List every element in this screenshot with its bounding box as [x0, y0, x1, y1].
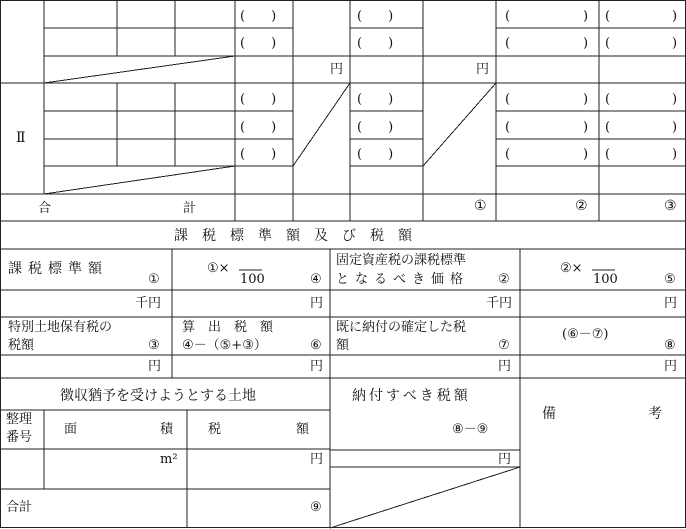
paren-field[interactable]: ( ) — [357, 36, 394, 51]
r2c3-label-1: 既に納付の確定した税 — [336, 320, 467, 335]
section-heading: 課 税 標 準 額 及 び 税 額 — [174, 228, 412, 244]
area-label-b: 積 — [160, 422, 174, 437]
r2c1-label-2: 税額 — [8, 338, 35, 353]
paren-left: ( — [505, 120, 511, 135]
paren-right: ) — [583, 147, 589, 162]
payable-formula: ⑧－⑨ — [452, 422, 489, 437]
area-unit: m² — [160, 452, 178, 467]
r2c4-mark: ⑧ — [664, 338, 676, 353]
c3-mark: ② — [498, 272, 510, 287]
paren-left: ( — [605, 36, 611, 51]
paren-field[interactable]: ( ) — [357, 120, 394, 135]
paren-field[interactable]: ( ) — [357, 9, 394, 24]
payable-unit: 円 — [498, 452, 512, 467]
seiri-label: 整理 — [6, 412, 33, 427]
remarks-label-b: 考 — [648, 406, 662, 422]
paren-right: ) — [583, 120, 589, 135]
total-label-b: 計 — [183, 201, 197, 216]
paren-field[interactable]: ( ) — [240, 92, 277, 107]
r2c3-mark: ⑦ — [498, 338, 510, 353]
unit-yen: 円 — [310, 296, 324, 311]
r2c1-mark: ③ — [148, 338, 160, 353]
r2c4-formula: (⑥－⑦) — [562, 327, 609, 342]
tax-unit: 円 — [310, 452, 324, 467]
yen-unit: 円 — [330, 62, 344, 77]
c2-denominator: 100 — [240, 272, 265, 287]
paren-right: ) — [672, 36, 678, 51]
paren-field[interactable]: ( ) — [357, 147, 394, 162]
paren-left: ( — [605, 120, 611, 135]
unit-thousand-yen: 千円 — [135, 296, 162, 311]
unit-yen: 円 — [310, 359, 324, 374]
deferral-title: 徴収猶予を受けようとする土地 — [60, 388, 256, 404]
c4-formula: ②× — [560, 261, 583, 276]
unit-thousand-yen: 千円 — [486, 296, 513, 311]
unit-yen: 円 — [148, 359, 162, 374]
paren-right: ) — [583, 9, 589, 24]
paren-field[interactable]: ( ) — [240, 147, 277, 162]
unit-yen: 円 — [664, 296, 678, 311]
paren-right: ) — [583, 36, 589, 51]
bango-label: 番号 — [6, 430, 33, 445]
unit-yen: 円 — [664, 359, 678, 374]
paren-right: ) — [672, 92, 678, 107]
section-label: Ⅱ — [16, 130, 26, 146]
paren-left: ( — [505, 9, 511, 24]
c1-label: 課税標準額 — [8, 261, 108, 277]
total-mark: ⑨ — [310, 500, 322, 515]
paren-left: ( — [505, 147, 511, 162]
total-label: 合計 — [6, 500, 33, 515]
r2c1-label-1: 特別土地保有税の — [8, 320, 113, 335]
c1-mark: ① — [148, 272, 160, 287]
paren-field[interactable]: ( ) — [240, 9, 277, 24]
c3-label-2: となるべき価格 — [336, 272, 470, 287]
paren-field[interactable]: ( ) — [240, 120, 277, 135]
c2-mark: ④ — [310, 272, 322, 287]
paren-field[interactable]: ( ) — [357, 92, 394, 107]
r2c2-label-1: 算 出 税 額 — [182, 320, 274, 335]
tax-label-b: 額 — [296, 422, 310, 437]
paren-left: ( — [605, 147, 611, 162]
paren-left: ( — [605, 92, 611, 107]
total-label-a: 合 — [38, 201, 52, 216]
paren-field[interactable]: ( ) — [240, 36, 277, 51]
payable-title: 納付すべき税額 — [352, 388, 471, 404]
c4-denominator: 100 — [593, 272, 618, 287]
total-mark-1: ① — [474, 198, 487, 214]
yen-unit: 円 — [476, 62, 490, 77]
c2-formula: ①× — [207, 261, 230, 276]
total-mark-3: ③ — [664, 198, 677, 214]
r2c2-mark: ⑥ — [310, 338, 322, 353]
paren-right: ) — [672, 120, 678, 135]
paren-right: ) — [672, 9, 678, 24]
paren-left: ( — [505, 92, 511, 107]
paren-right: ) — [672, 147, 678, 162]
tax-label-a: 税 — [208, 422, 222, 437]
paren-left: ( — [505, 36, 511, 51]
c4-mark: ⑤ — [664, 272, 676, 287]
total-mark-2: ② — [575, 198, 588, 214]
unit-yen: 円 — [498, 359, 512, 374]
r2c2-label-2: ④－（⑤+③） — [182, 338, 267, 353]
r2c3-label-2: 額 — [336, 338, 350, 353]
paren-left: ( — [605, 9, 611, 24]
paren-right: ) — [583, 92, 589, 107]
area-label-a: 面 — [64, 422, 78, 437]
remarks-label-a: 備 — [542, 406, 556, 422]
c3-label-1: 固定資産税の課税標準 — [336, 253, 467, 268]
